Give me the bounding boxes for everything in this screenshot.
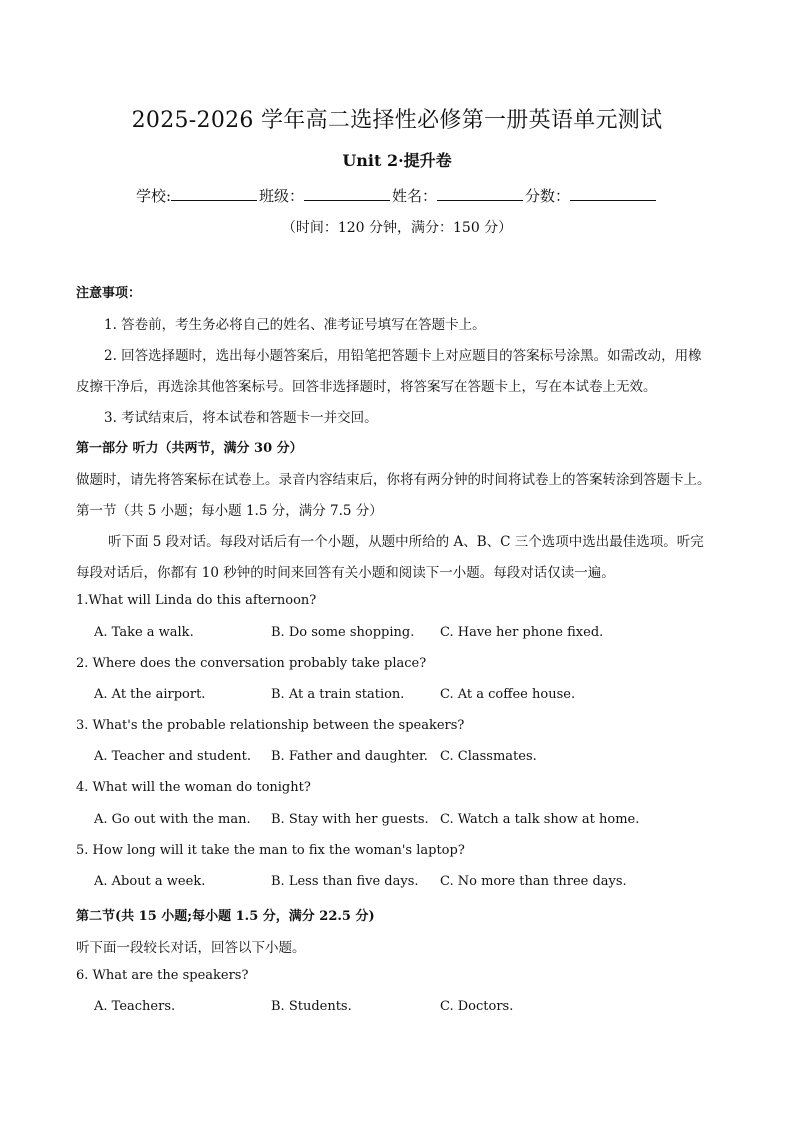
student-info-line <box>0 185 794 206</box>
option-a: A. Teacher and student. <box>94 749 252 764</box>
section1-heading: 第一节（共 5 小题；每小题 1.5 分，满分 7.5 分） <box>76 503 383 519</box>
option-c: C. At a coffee house. <box>440 687 576 702</box>
option-b: B. Less than five days. <box>271 874 419 889</box>
part1-heading: 第一部分 听力（共两节，满分 30 分） <box>76 441 303 456</box>
notice-item-3: 3. 考试结束后，将本试卷和答题卡一并交回。 <box>104 410 378 426</box>
option-c: C. Have her phone fixed. <box>440 625 604 640</box>
option-c: C. Classmates. <box>440 749 537 764</box>
notice-heading: 注意事项： <box>76 286 142 301</box>
option-a: A. Teachers. <box>94 999 176 1014</box>
time-note: （时间：120 分钟，满分：150 分） <box>281 220 513 236</box>
option-b: B. Do some shopping. <box>271 625 415 640</box>
class-blank[interactable] <box>304 186 390 201</box>
question-stem: 5. How long will it take the man to fix the woman's laptop? <box>76 843 465 858</box>
notice-item-2-line-2: 皮擦干净后，再选涂其他答案标号。回答非选择题时，将答案写在答题卡上，写在本试卷上无效。 <box>76 379 657 395</box>
notice-item-2-line-1: 2. 回答选择题时，选出每小题答案后，用铅笔把答题卡上对应题目的答案标号涂黑。如需改动，用橡 <box>104 348 702 364</box>
name-blank[interactable] <box>437 186 523 201</box>
option-c: C. Watch a talk show at home. <box>440 812 640 827</box>
section2-instruction: 听下面一段较长对话，回答以下小题。 <box>76 940 306 956</box>
option-a: A. About a week. <box>94 874 206 889</box>
name-label: 姓名： <box>392 187 438 205</box>
part1-instruction: 做题时，请先将答案标在试卷上。录音内容结束后，你将有两分钟的时间将试卷上的答案转涂到答题卡上。 <box>76 472 711 488</box>
question-stem: 1.What will Linda do this afternoon? <box>76 593 317 608</box>
exam-title: 2025-2026 学年高二选择性必修第一册英语单元测试 <box>131 108 663 133</box>
exam-subtitle: Unit 2·提升卷 <box>342 151 452 170</box>
section1-instruction-line-2: 每段对话后，你都有 10 秒钟的时间来回答有关小题和阅读下一小题。每段对话仅读一遍。 <box>76 565 615 581</box>
question-stem: 3. What's the probable relationship between the speakers? <box>76 718 465 733</box>
section1-instruction-line-1: 听下面 5 段对话。每段对话后有一个小题，从题中所给的 A、B、C 三个选项中选出最佳选项。听完 <box>108 534 704 550</box>
question-stem: 2. Where does the conversation probably take place? <box>76 656 427 671</box>
option-a: A. Go out with the man. <box>94 812 251 827</box>
score-label: 分数： <box>525 187 571 205</box>
option-b: B. Father and daughter. <box>271 749 428 764</box>
option-a: A. At the airport. <box>94 687 206 702</box>
question-stem: 4. What will the woman do tonight? <box>76 780 311 795</box>
option-b: B. Stay with her guests. <box>271 812 429 827</box>
option-a: A. Take a walk. <box>94 625 194 640</box>
score-blank[interactable] <box>570 186 656 201</box>
option-b: B. Students. <box>271 999 352 1014</box>
school-blank[interactable] <box>171 186 257 201</box>
class-label: 班级： <box>259 187 305 205</box>
section2-heading: 第二节(共 15 小题;每小题 1.5 分，满分 22.5 分) <box>76 909 375 924</box>
question-stem: 6. What are the speakers? <box>76 968 249 983</box>
school-label: 学校: <box>135 187 171 205</box>
option-c: C. No more than three days. <box>440 874 627 889</box>
option-b: B. At a train station. <box>271 687 405 702</box>
notice-item-1: 1. 答卷前，考生务必将自己的姓名、准考证号填写在答题卡上。 <box>104 317 486 333</box>
option-c: C. Doctors. <box>440 999 514 1014</box>
